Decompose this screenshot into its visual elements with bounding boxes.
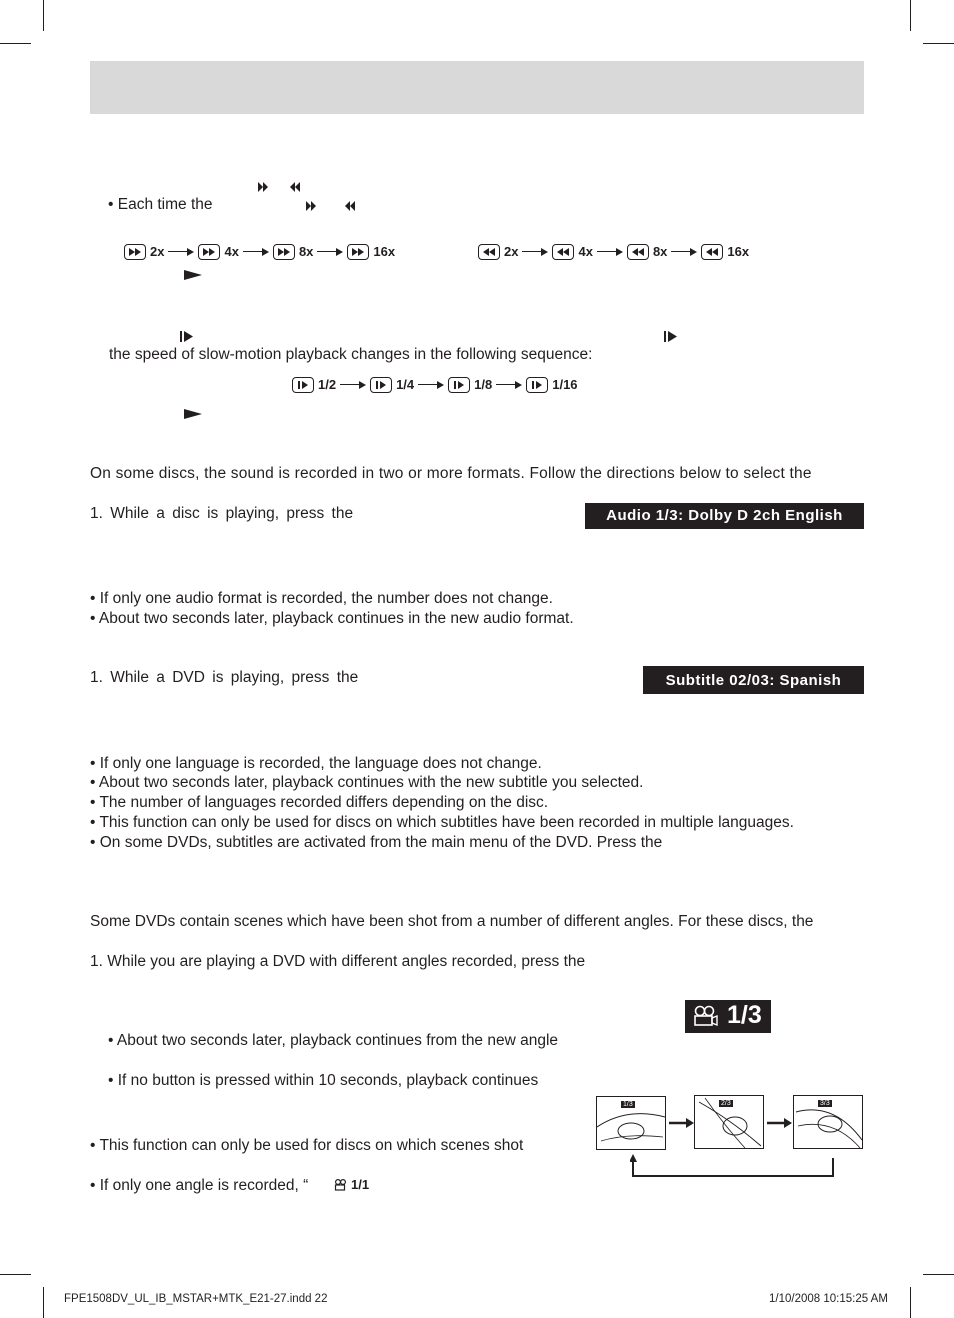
angle-intro: Some DVDs contain scenes which have been shot from a number of different angles. For these discs, the bbox=[90, 913, 814, 930]
rewind-icon bbox=[552, 244, 574, 260]
angle-osd-value: 1/3 bbox=[727, 1001, 762, 1029]
arrow-icon bbox=[597, 247, 623, 257]
audio-osd-label: Audio 1/3: Dolby D 2ch English bbox=[606, 507, 843, 524]
crop-mark bbox=[910, 1287, 911, 1318]
rewind-icon bbox=[701, 244, 723, 260]
arrow-icon bbox=[243, 247, 269, 257]
fast-forward-icon bbox=[198, 244, 220, 260]
speed-label: 4x bbox=[224, 244, 239, 260]
crop-mark bbox=[910, 0, 911, 31]
slow-icon bbox=[664, 331, 678, 342]
camera-icon bbox=[334, 1179, 348, 1191]
angle-step1: 1. While you are playing a DVD with different angles recorded, press the bbox=[90, 953, 586, 970]
speed-label: 1/16 bbox=[552, 377, 578, 393]
slow-play-icon bbox=[448, 377, 470, 393]
fast-forward-icon bbox=[124, 244, 146, 260]
crop-mark bbox=[43, 0, 44, 31]
slow-play-icon bbox=[526, 377, 548, 393]
angle-frame-label: 1/3 bbox=[623, 1101, 633, 1108]
arrow-icon bbox=[317, 247, 343, 257]
audio-note: • About two seconds later, playback continues in the new audio format. bbox=[90, 610, 574, 627]
angle-frame-label: 3/3 bbox=[820, 1100, 830, 1107]
subtitle-note: • If only one language is recorded, the language does not change. bbox=[90, 755, 542, 772]
subtitle-note: • The number of languages recorded differs depending on the disc. bbox=[90, 794, 549, 811]
speed-label: 1/8 bbox=[474, 377, 493, 393]
fast-scan-bullet: • Each time the bbox=[108, 196, 213, 213]
footer-date: 1/10/2008 10:15:25 AM bbox=[769, 1293, 888, 1305]
play-icon bbox=[184, 409, 202, 419]
slow-speed-sequence bbox=[292, 376, 578, 394]
angle-note: • If only one angle is recorded, “ bbox=[90, 1177, 309, 1194]
crop-mark bbox=[923, 1274, 954, 1275]
subtitle-note: • On some DVDs, subtitles are activated from the main menu of the DVD. Press the bbox=[90, 834, 663, 851]
play-icon bbox=[184, 270, 202, 280]
audio-note: • If only one audio format is recorded, the number does not change. bbox=[90, 590, 553, 607]
subtitle-note: • About two seconds later, playback continues with the new subtitle you selected. bbox=[90, 774, 644, 791]
ff-rew-icons bbox=[306, 200, 362, 212]
crop-mark bbox=[923, 43, 954, 44]
speed-label: 1/4 bbox=[396, 377, 415, 393]
arrow-icon bbox=[340, 380, 366, 390]
rewind-icon bbox=[478, 244, 500, 260]
speed-label: 4x bbox=[578, 244, 593, 260]
rewind-icon bbox=[627, 244, 649, 260]
slow-motion-text: the speed of slow-motion playback changes in the following sequence: bbox=[109, 346, 593, 363]
subtitle-step1: 1. While a DVD is playing, press the bbox=[90, 669, 359, 686]
slow-icon bbox=[180, 331, 194, 342]
section-header-bar bbox=[90, 61, 864, 114]
arrow-icon bbox=[496, 380, 522, 390]
arrow-icon bbox=[418, 380, 444, 390]
fast-forward-icon bbox=[273, 244, 295, 260]
forward-speed-sequence bbox=[124, 243, 395, 261]
angle-cycle-arrows bbox=[630, 1114, 840, 1180]
ff-rew-icons bbox=[258, 181, 308, 193]
audio-intro: On some discs, the sound is recorded in two or more formats. Follow the directions below to select the bbox=[90, 465, 812, 482]
footer-file: FPE1508DV_UL_IB_MSTAR+MTK_E21-27.indd 22 bbox=[64, 1293, 328, 1305]
speed-label: 2x bbox=[504, 244, 519, 260]
angle-frame-label: 2/3 bbox=[721, 1100, 731, 1107]
arrow-icon bbox=[671, 247, 697, 257]
angle-osd bbox=[685, 1000, 771, 1033]
speed-label: 16x bbox=[373, 244, 396, 260]
subtitle-osd-label: Subtitle 02/03: Spanish bbox=[665, 672, 842, 689]
slow-play-icon bbox=[292, 377, 314, 393]
fast-forward-icon bbox=[347, 244, 369, 260]
speed-label: 8x bbox=[298, 244, 314, 260]
speed-label: 2x bbox=[150, 244, 165, 260]
speed-label: 16x bbox=[727, 244, 750, 260]
subtitle-osd bbox=[643, 666, 864, 694]
slow-play-icon bbox=[370, 377, 392, 393]
speed-label: 1/2 bbox=[318, 377, 337, 393]
crop-mark bbox=[0, 1274, 31, 1275]
angle-value: 1/1 bbox=[351, 1177, 370, 1192]
angle-note: • If no button is pressed within 10 seconds, playback continues bbox=[108, 1072, 539, 1089]
audio-osd bbox=[585, 503, 864, 529]
angle-note: • This function can only be used for discs on which scenes shot bbox=[90, 1137, 524, 1154]
crop-mark bbox=[43, 1287, 44, 1318]
arrow-icon bbox=[522, 247, 548, 257]
angle-note: • About two seconds later, playback continues from the new angle bbox=[108, 1032, 559, 1049]
audio-step1: 1. While a disc is playing, press the bbox=[90, 505, 354, 522]
subtitle-note: • This function can only be used for discs on which subtitles have been recorded in multiple languages. bbox=[90, 814, 794, 831]
reverse-speed-sequence bbox=[478, 243, 749, 261]
camera-icon bbox=[692, 1005, 718, 1029]
crop-mark bbox=[0, 43, 31, 44]
arrow-icon bbox=[168, 247, 194, 257]
speed-label: 8x bbox=[652, 244, 668, 260]
